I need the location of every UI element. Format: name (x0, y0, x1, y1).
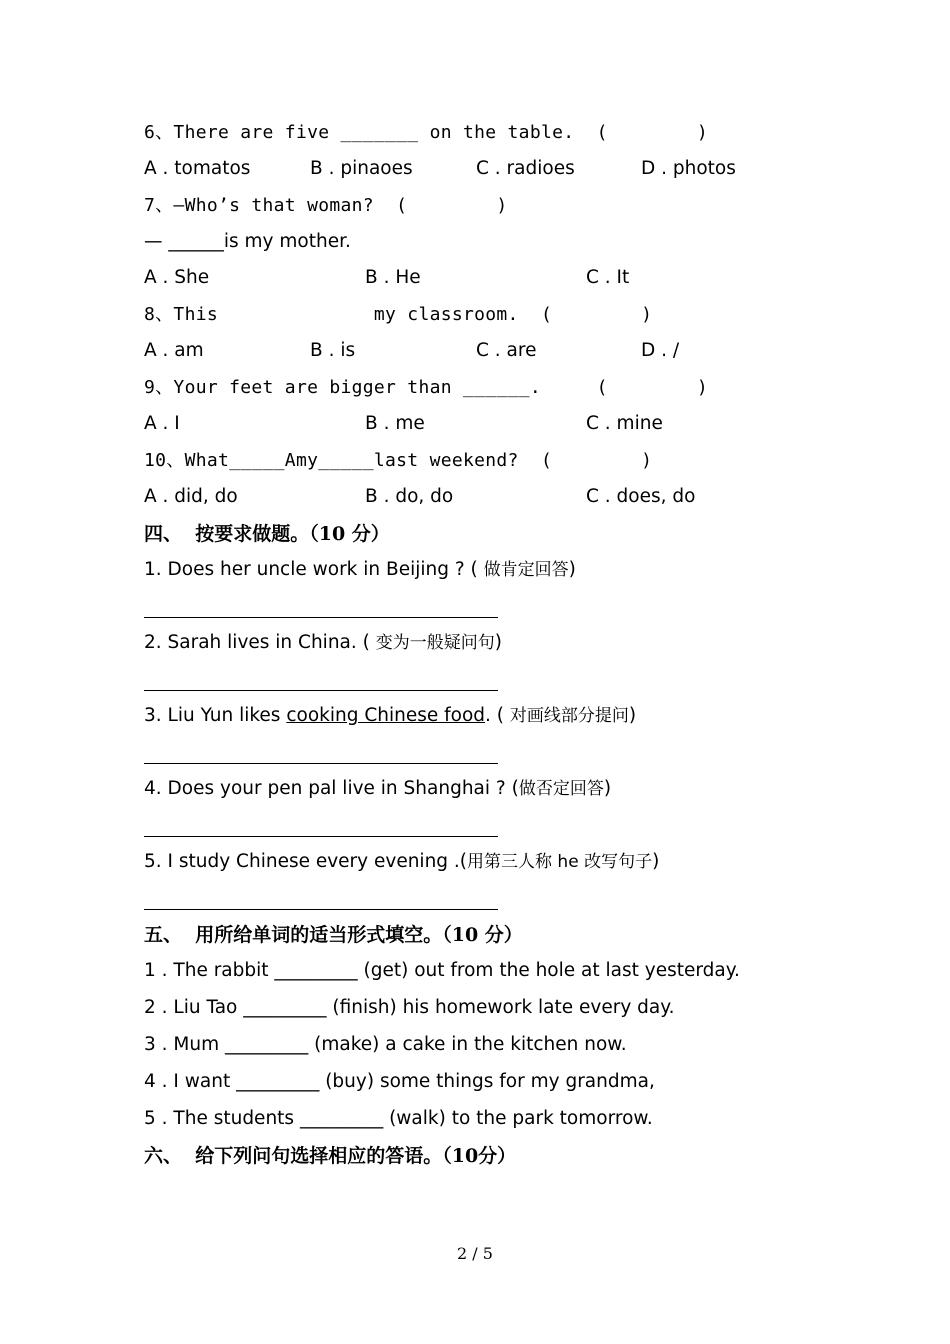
q9-option-a: A . I (144, 413, 180, 434)
question-8-stem: 8、This my classroom. ( ) (144, 304, 653, 325)
fill-item-5: 5 . The students _________ (walk) to the park tomorrow. (144, 1108, 653, 1129)
q7-option-b: B . He (365, 267, 421, 288)
q9-option-b: B . me (365, 413, 425, 434)
section-4-question-2: 2. Sarah lives in China. ( 变为一般疑问句) (144, 632, 502, 653)
q6-option-d: D . photos (641, 158, 736, 179)
section-6-heading: 六、 给下列问句选择相应的答语。（10分） (144, 1145, 517, 1167)
q7-option-c: C . It (586, 267, 630, 288)
fill-item-4: 4 . I want _________ (buy) some things for my grandma, (144, 1071, 655, 1092)
section-4-question-3: 3. Liu Yun likes cooking Chinese food. ( 对画线部分提问) (144, 705, 637, 726)
section-4-heading: 四、 按要求做题。（10 分） (144, 523, 390, 545)
fill-item-2: 2 . Liu Tao _________ (finish) his homework late every day. (144, 997, 675, 1018)
q8-option-b: B . is (310, 340, 356, 361)
q8-option-a: A . am (144, 340, 204, 361)
q10-option-a: A . did, do (144, 486, 238, 507)
q8-option-c: C . are (476, 340, 537, 361)
question-7-reply: — ______is my mother. (144, 231, 351, 252)
q6-option-b: B . pinaoes (310, 158, 413, 179)
q10-option-c: C . does, do (586, 486, 696, 507)
fill-item-1: 1 . The rabbit _________ (get) out from the hole at last yesterday. (144, 960, 740, 981)
answer-line-5[interactable] (144, 909, 498, 910)
question-10-stem: 10、What_____Amy_____last weekend? ( ) (144, 450, 653, 471)
page-number: 2 / 5 (457, 1244, 493, 1263)
question-9-stem: 9、Your feet are bigger than ______. ( ) (144, 377, 709, 398)
answer-line-4[interactable] (144, 836, 498, 837)
answer-line-1[interactable] (144, 617, 498, 618)
q9-option-c: C . mine (586, 413, 663, 434)
underlined-phrase: cooking Chinese food (286, 705, 486, 726)
answer-line-3[interactable] (144, 763, 498, 764)
section-4-question-4: 4. Does your pen pal live in Shanghai ? (做否定回答) (144, 778, 612, 799)
q10-option-b: B . do, do (365, 486, 454, 507)
question-7-stem: 7、—Who’s that woman? ( ) (144, 195, 508, 216)
q8-option-d: D . / (641, 340, 680, 361)
question-6-stem: 6、There are five _______ on the table. ( ) (144, 122, 709, 143)
answer-line-2[interactable] (144, 690, 498, 691)
section-4-question-5: 5. I study Chinese every evening .(用第三人称 he 改写句子) (144, 851, 660, 872)
fill-item-3: 3 . Mum _________ (make) a cake in the kitchen now. (144, 1034, 627, 1055)
q6-option-a: A . tomatos (144, 158, 251, 179)
section-4-question-1: 1. Does her uncle work in Beijing ? ( 做肯定回答) (144, 559, 576, 580)
q7-option-a: A . She (144, 267, 210, 288)
section-5-heading: 五、 用所给单词的适当形式填空。（10 分） (144, 924, 523, 946)
q6-option-c: C . radioes (476, 158, 575, 179)
